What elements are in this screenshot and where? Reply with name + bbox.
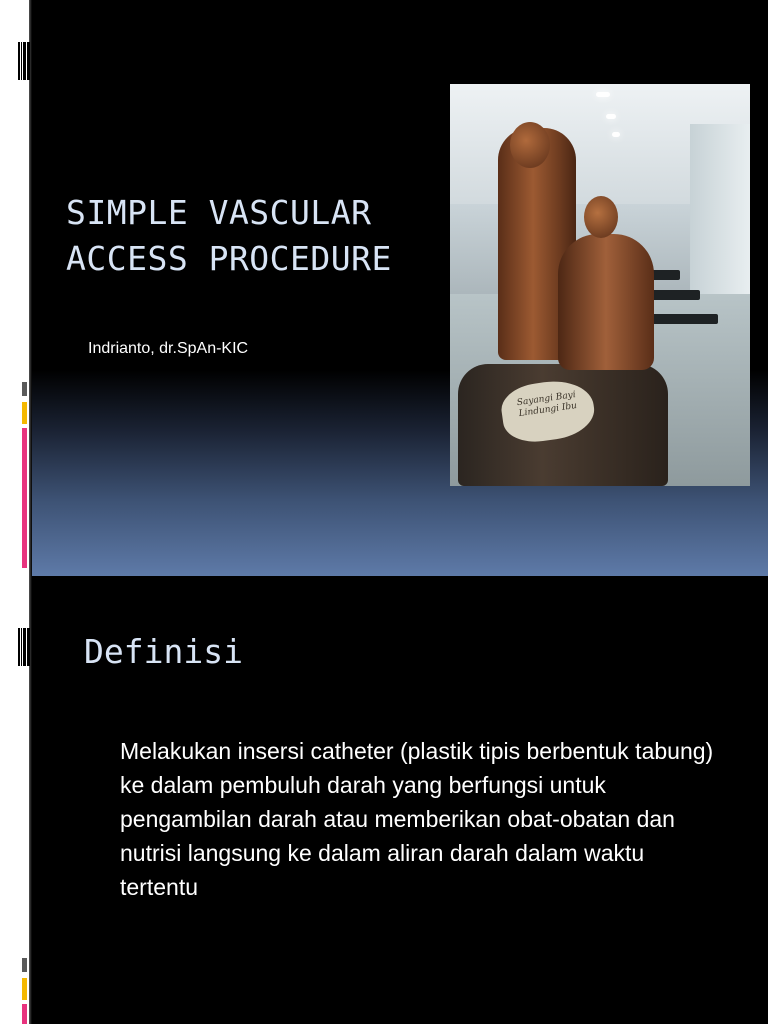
rail-bars-decoration — [18, 628, 30, 666]
rail-shadow — [29, 0, 32, 576]
author-name: Indrianto, dr.SpAn-KIC — [88, 340, 249, 357]
statue-plaque: Sayangi Bayi Lindungi Ibu — [498, 376, 597, 446]
ceiling-light — [596, 92, 610, 97]
rail-bars-decoration — [18, 42, 30, 80]
ceiling-light — [612, 132, 620, 137]
rail-accent-gray — [22, 958, 27, 972]
statue-head — [510, 122, 550, 168]
slide-heading: Definisi — [84, 632, 243, 671]
ceiling-light — [606, 114, 616, 119]
rail-accent-yellow — [22, 978, 27, 1000]
statue-mother-head — [584, 196, 618, 238]
slide-title-text: SIMPLE VASCULAR ACCESS PROCEDURE — [66, 193, 392, 278]
definition-text: Melakukan insersi catheter (plastik tipis berbentuk tabung) ke dalam pembuluh darah yang berfungsi untuk pengambilan darah atau memberikan obat-obatan dan nutrisi langsung ke dalam aliran darah dalam waktu tertentu — [120, 738, 714, 900]
rail-accent-pink — [22, 428, 27, 568]
slide-definition — [0, 576, 768, 1024]
rail-accent-pink — [22, 1004, 27, 1024]
rail-accent-gray — [22, 382, 27, 396]
rail-accent-yellow — [22, 402, 27, 424]
statue-photo — [450, 84, 750, 486]
statue-mother-figure — [558, 234, 654, 370]
